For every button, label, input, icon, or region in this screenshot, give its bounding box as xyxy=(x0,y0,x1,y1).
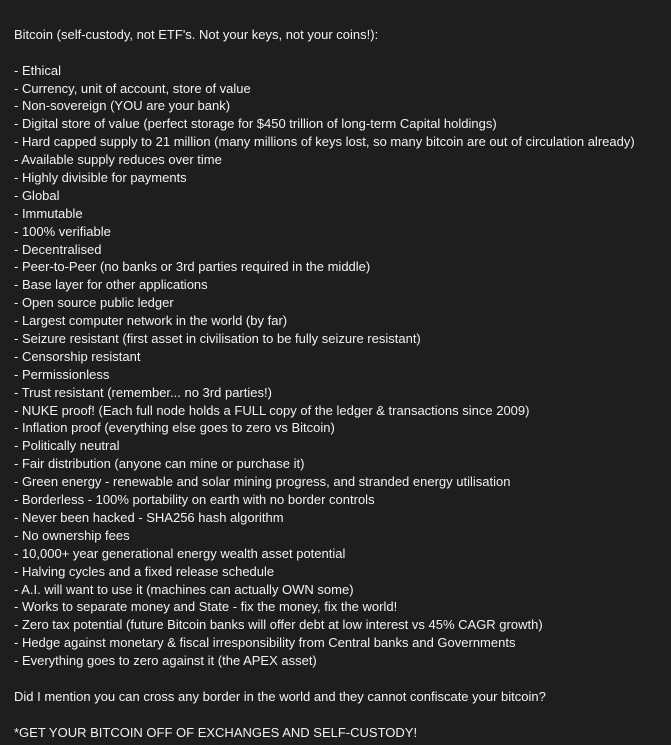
list-item: - Immutable xyxy=(14,205,83,221)
list-item: - Censorship resistant xyxy=(14,348,141,364)
list-item: - Ethical xyxy=(14,62,61,78)
list-item: - Non-sovereign (YOU are your bank) xyxy=(14,98,231,114)
list-item: - Open source public ledger xyxy=(14,295,174,311)
blank-line xyxy=(14,670,659,688)
list-item: - Borderless - 100% portability on earth with no border controls xyxy=(14,492,375,508)
list-item: - Highly divisible for payments xyxy=(14,170,187,186)
list-item: - Currency, unit of account, store of value xyxy=(14,80,251,96)
top-blank-line xyxy=(14,8,659,26)
list-item: - Works to separate money and State - fix the money, fix the world! xyxy=(14,599,398,615)
border-question: Did I mention you can cross any border in the world and they cannot confiscate your bitcoin? xyxy=(14,688,546,704)
list-item: - Peer-to-Peer (no banks or 3rd parties required in the middle) xyxy=(14,259,371,275)
list-item: - 100% verifiable xyxy=(14,223,111,239)
list-item: - Never been hacked - SHA256 hash algorithm xyxy=(14,509,284,525)
list-item: - Everything goes to zero against it (the APEX asset) xyxy=(14,653,317,669)
list-item: - NUKE proof! (Each full node holds a FULL copy of the ledger & transactions since 2009) xyxy=(14,402,530,418)
list-item: - Politically neutral xyxy=(14,438,120,454)
list-item: - Digital store of value (perfect storage for $450 trillion of long-term Capital holdings) xyxy=(14,116,497,132)
list-item: - 10,000+ year generational energy wealth asset potential xyxy=(14,545,346,561)
closing-call-to-action: *GET YOUR BITCOIN OFF OF EXCHANGES AND SELF-CUSTODY! xyxy=(14,724,418,740)
feature-list xyxy=(14,62,659,670)
blank-line xyxy=(14,44,659,62)
list-item: - Halving cycles and a fixed release schedule xyxy=(14,563,275,579)
note-title: Bitcoin (self-custody, not ETF's. Not your keys, not your coins!): xyxy=(14,26,379,42)
list-item: - Green energy - renewable and solar mining progress, and stranded energy utilisation xyxy=(14,474,511,490)
list-item: - Global xyxy=(14,187,60,203)
list-item: - Fair distribution (anyone can mine or purchase it) xyxy=(14,456,305,472)
list-item: - A.I. will want to use it (machines can actually OWN some) xyxy=(14,581,354,597)
list-item: - Inflation proof (everything else goes to zero vs Bitcoin) xyxy=(14,420,335,436)
list-item: - Decentralised xyxy=(14,241,102,257)
list-item: - No ownership fees xyxy=(14,527,130,543)
list-item: - Seizure resistant (first asset in civilisation to be fully seizure resistant) xyxy=(14,331,421,347)
list-item: - Available supply reduces over time xyxy=(14,152,222,168)
list-item: - Trust resistant (remember... no 3rd parties!) xyxy=(14,384,272,400)
list-item: - Hedge against monetary & fiscal irresponsibility from Central banks and Governments xyxy=(14,635,516,651)
list-item: - Zero tax potential (future Bitcoin banks will offer debt at low interest vs 45% CAGR growth) xyxy=(14,617,543,633)
list-item: - Permissionless xyxy=(14,366,110,382)
list-item: - Base layer for other applications xyxy=(14,277,208,293)
list-item: - Hard capped supply to 21 million (many millions of keys lost, so many bitcoin are out of circulation already) xyxy=(14,134,635,150)
blank-line xyxy=(14,706,659,724)
list-item: - Largest computer network in the world (by far) xyxy=(14,313,288,329)
